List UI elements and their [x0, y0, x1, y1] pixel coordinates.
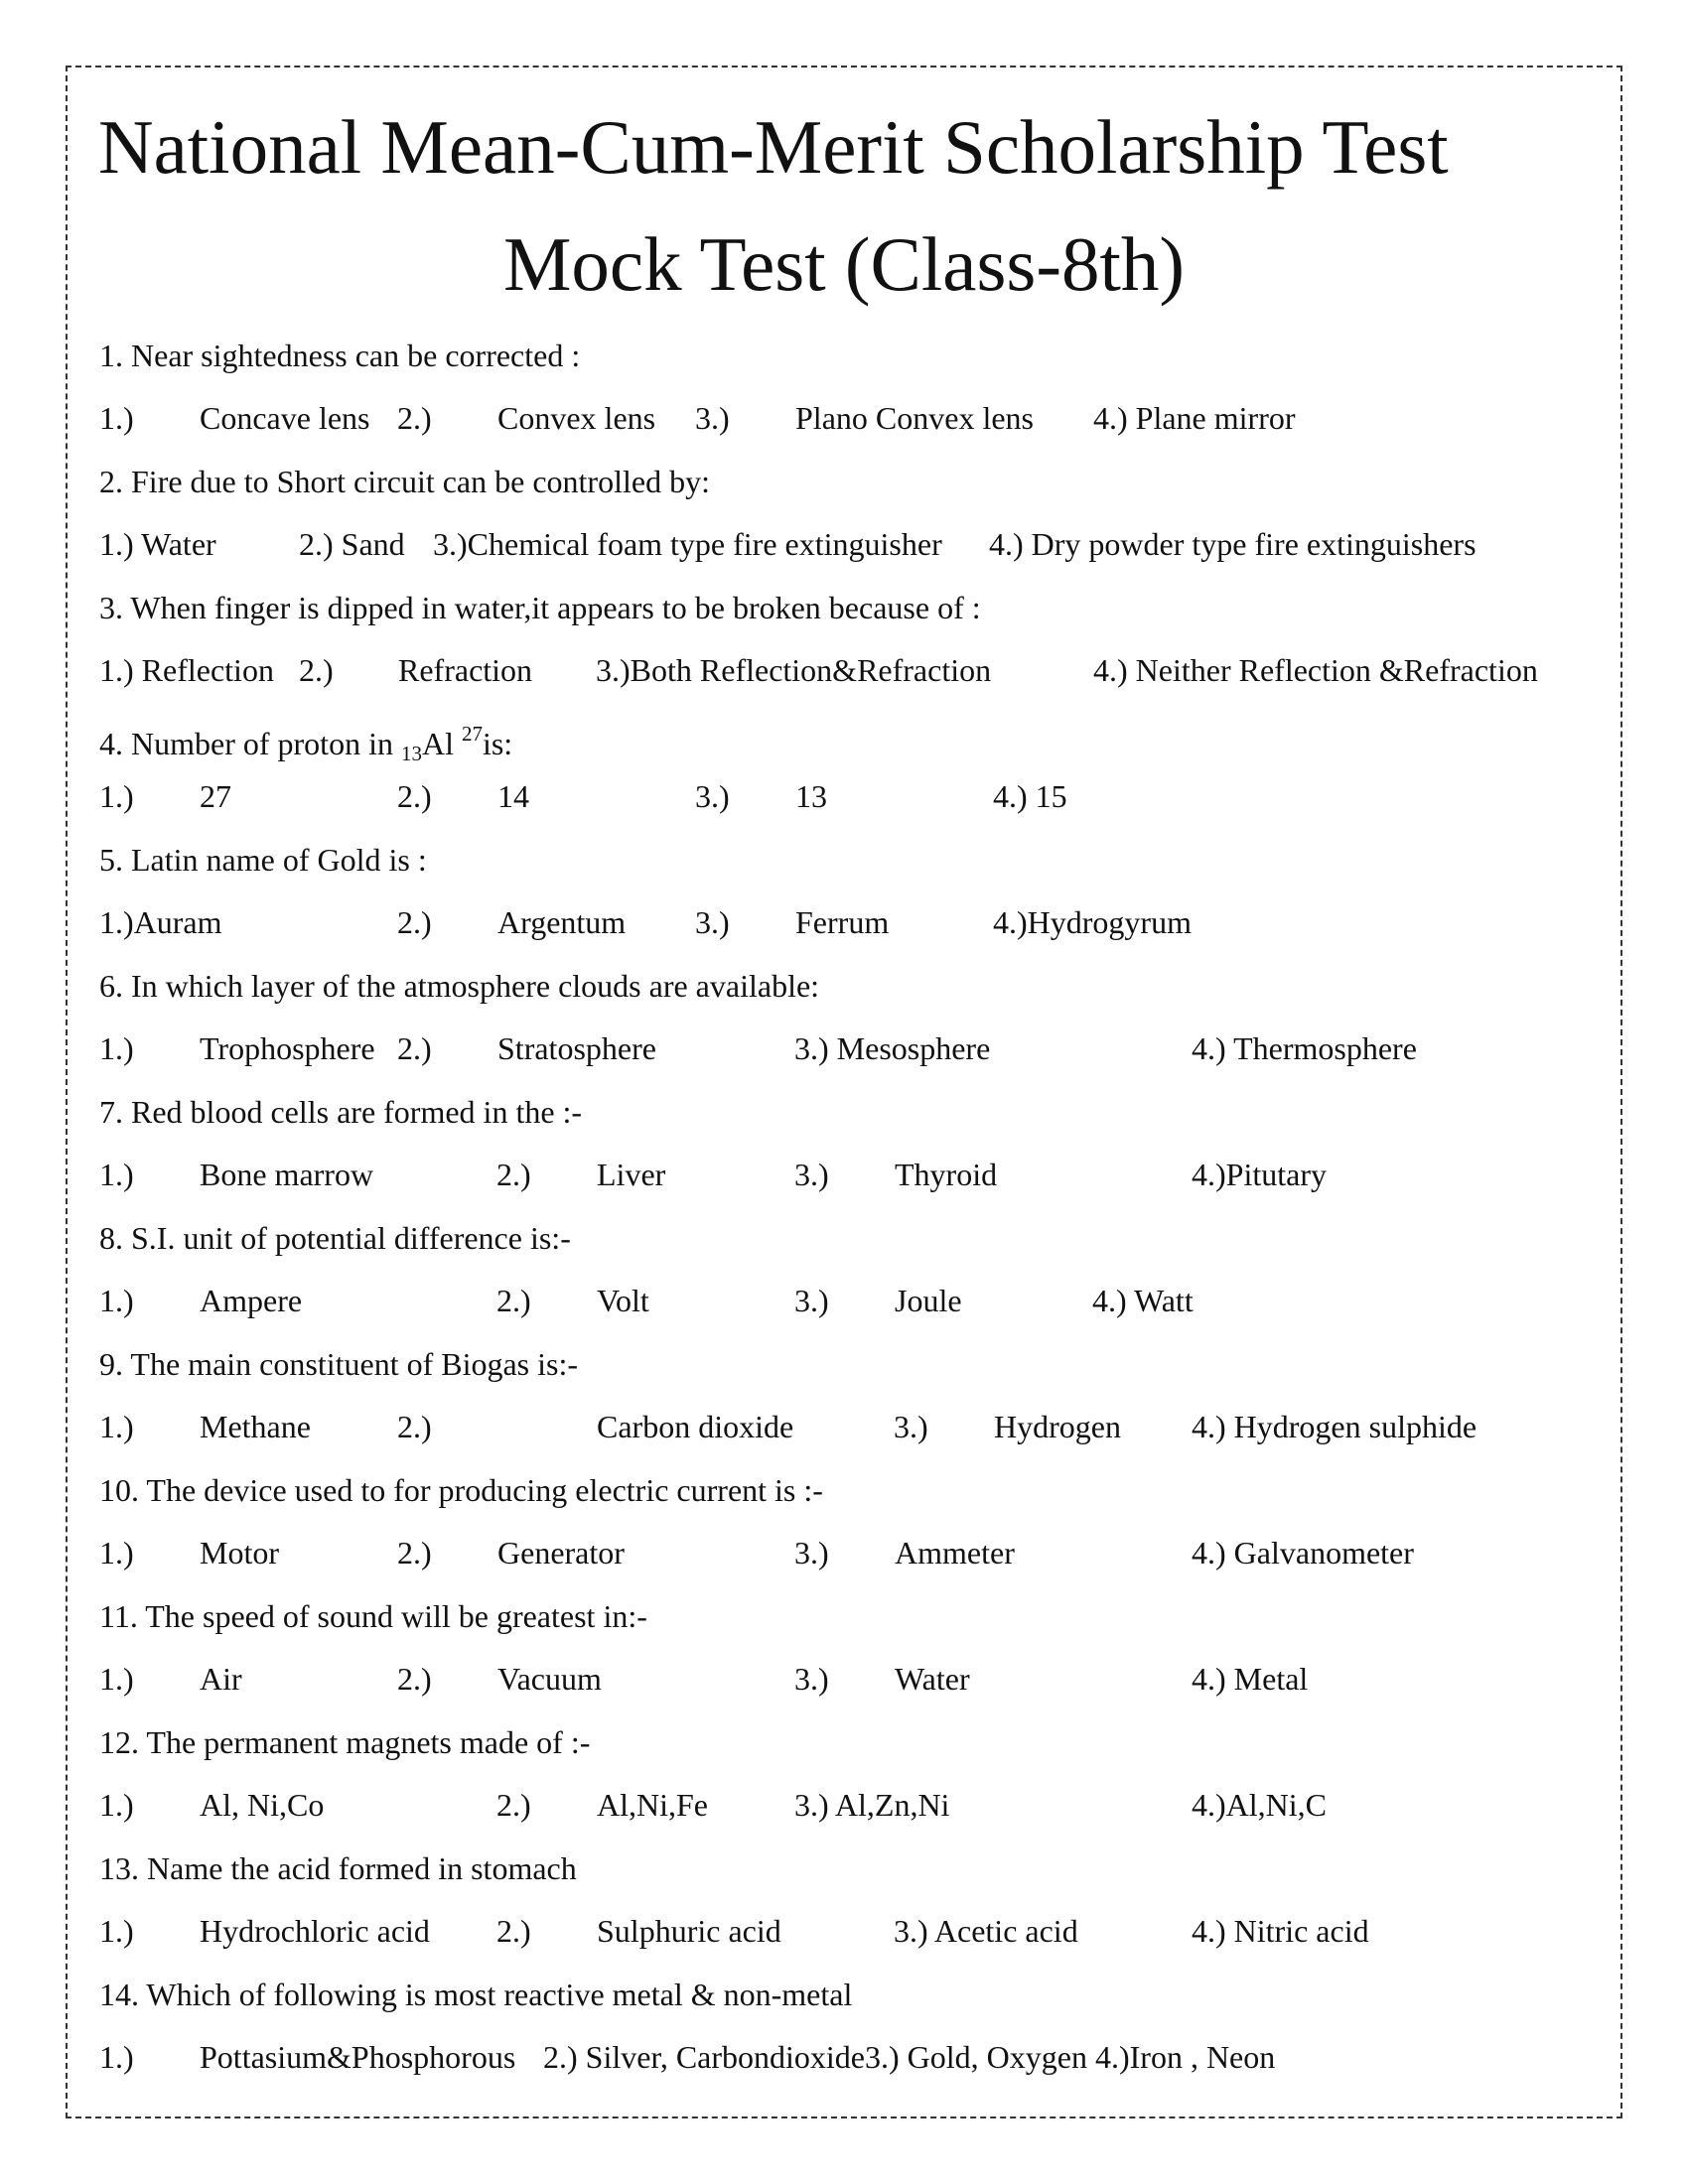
question-7: 7. Red blood cells are formed in the :-	[99, 1094, 583, 1130]
option-label: 2.)	[496, 1787, 531, 1823]
question-5: 5. Latin name of Gold is :	[99, 842, 427, 878]
option-text: 14	[497, 778, 529, 814]
option-label: 3.)	[794, 1535, 829, 1570]
option-text: 4.) Watt	[1092, 1283, 1194, 1318]
question-8: 8. S.I. unit of potential difference is:-	[99, 1220, 571, 1256]
option-text: 4.) Galvanometer	[1192, 1535, 1414, 1570]
option-label: 1.)	[99, 1157, 134, 1192]
option-label: 1.)	[99, 1409, 134, 1444]
option-label: 3.)	[794, 1157, 829, 1192]
option-text: 4.) Nitric acid	[1192, 1913, 1369, 1949]
question-3: 3. When finger is dipped in water,it appears to be broken because of :	[99, 590, 981, 625]
question-12: 12. The permanent magnets made of :-	[99, 1724, 591, 1760]
option-label: 1.)	[99, 778, 134, 814]
option-text: Carbon dioxide	[597, 1409, 794, 1444]
option-text: Volt	[597, 1283, 649, 1318]
question-2: 2. Fire due to Short circuit can be controlled by:	[99, 464, 710, 499]
option-text: Hydrochloric acid	[200, 1913, 430, 1949]
question-9: 9. The main constituent of Biogas is:-	[99, 1346, 579, 1382]
option-text: 4.) Dry powder type fire extinguishers	[989, 526, 1477, 562]
option-label: 2.)	[496, 1157, 531, 1192]
option-text: Concave lens	[200, 400, 370, 436]
page-title: National Mean-Cum-Merit Scholarship Test	[98, 104, 1449, 190]
option-text: Al, Ni,Co	[200, 1787, 325, 1823]
option-text: Liver	[597, 1157, 666, 1192]
mass-number: 27	[461, 722, 483, 746]
option-label: 2.)	[397, 1030, 432, 1066]
atomic-number: 13	[400, 742, 422, 765]
option-text: 4.) Neither Reflection &Refraction	[1093, 652, 1538, 688]
option-text: Pottasium&Phosphorous	[200, 2039, 516, 2075]
question-4	[99, 714, 512, 773]
option-label: 1.)	[99, 1283, 134, 1318]
option-text: 4.) Hydrogen sulphide	[1192, 1409, 1477, 1444]
option-text: Ampere	[200, 1283, 303, 1318]
option-text: Motor	[200, 1535, 279, 1570]
option-text: 3.) Acetic acid	[894, 1913, 1078, 1949]
option-text: 27	[200, 778, 231, 814]
option-label: 3.)	[794, 1283, 829, 1318]
question-14: 14. Which of following is most reactive metal & non-metal	[99, 1977, 853, 2012]
option-label: 1.)	[99, 1787, 134, 1823]
option-text: Stratosphere	[497, 1030, 656, 1066]
question-10: 10. The device used to for producing electric current is :-	[99, 1472, 823, 1508]
option-text: Sulphuric acid	[597, 1913, 781, 1949]
option-text: 4.)Pitutary	[1192, 1157, 1327, 1192]
option-text: 3.)Both Reflection&Refraction	[596, 652, 992, 688]
question-4-suffix: is:	[482, 726, 513, 761]
question-1: 1. Near sightedness can be corrected :	[99, 338, 581, 373]
option-label: 3.)	[695, 400, 730, 436]
option-text: Refraction	[398, 652, 533, 688]
option-text: 4.) Plane mirror	[1093, 400, 1296, 436]
option-label: 2.)	[496, 1913, 531, 1949]
option-label: 3.)	[894, 1409, 928, 1444]
option-text: Vacuum	[497, 1661, 602, 1697]
option-label: 1.)	[99, 1030, 134, 1066]
option-text: Generator	[497, 1535, 625, 1570]
option-text: Argentum	[497, 904, 627, 940]
option-label: 1.)	[99, 1661, 134, 1697]
option-text: Ammeter	[895, 1535, 1015, 1570]
element-symbol: Al	[421, 726, 462, 761]
option-label: 2.)	[397, 1661, 432, 1697]
option-text: 4.)Al,Ni,C	[1192, 1787, 1327, 1823]
option-label: 2.)	[397, 1409, 432, 1444]
option-text: Water	[895, 1661, 970, 1697]
option-text: Bone marrow	[200, 1157, 374, 1192]
option-text: Air	[200, 1661, 242, 1697]
option-label: 2.)	[496, 1283, 531, 1318]
option-text: Plano Convex lens	[795, 400, 1034, 436]
option-text: Ferrum	[795, 904, 890, 940]
option-label: 1.)	[99, 1535, 134, 1570]
question-6: 6. In which layer of the atmosphere clouds are available:	[99, 968, 820, 1004]
option-label: 1.)	[99, 1913, 134, 1949]
option-text: 4.) Thermosphere	[1192, 1030, 1417, 1066]
option-text: 1.)Auram	[99, 904, 222, 940]
page-subtitle: Mock Test (Class-8th)	[502, 221, 1186, 307]
question-13: 13. Name the acid formed in stomach	[99, 1850, 577, 1886]
option-text: 2.) Sand	[299, 526, 405, 562]
option-label: 2.)	[397, 1535, 432, 1570]
option-label: 3.)	[695, 904, 730, 940]
option-text: 2.) Silver, Carbondioxide3.) Gold, Oxygen 4.)Iron , Neon	[543, 2039, 1276, 2075]
option-text: 4.) 15	[993, 778, 1067, 814]
option-text: Thyroid	[895, 1157, 998, 1192]
option-text: Methane	[200, 1409, 311, 1444]
option-text: Joule	[895, 1283, 962, 1318]
option-text: 4.)Hydrogyrum	[993, 904, 1192, 940]
option-text: 4.) Metal	[1192, 1661, 1309, 1697]
question-4-prefix: 4. Number of proton in	[99, 726, 401, 761]
option-label: 2.)	[397, 904, 432, 940]
option-text: 1.) Reflection	[99, 652, 274, 688]
option-label: 3.)	[794, 1661, 829, 1697]
option-text: Al,Ni,Fe	[597, 1787, 708, 1823]
option-text: 13	[795, 778, 827, 814]
option-text: 3.)Chemical foam type fire extinguisher	[433, 526, 942, 562]
option-text: Convex lens	[497, 400, 656, 436]
option-label: 2.)	[299, 652, 334, 688]
option-text: 3.) Al,Zn,Ni	[794, 1787, 950, 1823]
option-label: 2.)	[397, 400, 432, 436]
option-label: 1.)	[99, 400, 134, 436]
option-label: 1.)	[99, 2039, 134, 2075]
question-11: 11. The speed of sound will be greatest in:-	[99, 1598, 647, 1634]
option-text: 3.) Mesosphere	[794, 1030, 991, 1066]
option-text: 1.) Water	[99, 526, 216, 562]
option-text: Hydrogen	[994, 1409, 1121, 1444]
option-label: 2.)	[397, 778, 432, 814]
option-text: Trophosphere	[200, 1030, 375, 1066]
option-label: 3.)	[695, 778, 730, 814]
